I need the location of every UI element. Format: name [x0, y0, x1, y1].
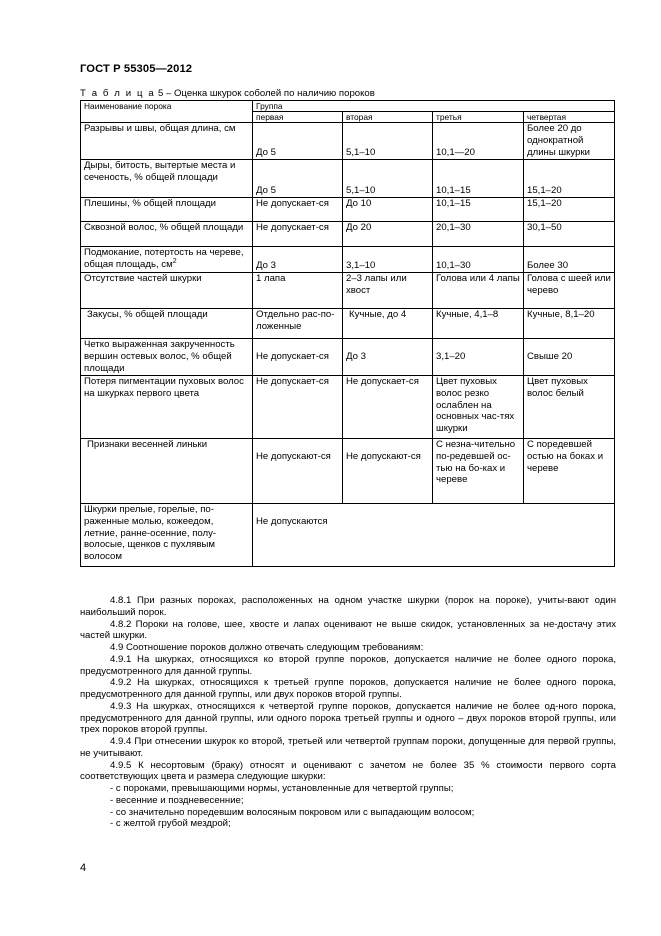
row-cell-group-3: 10,1–30 — [433, 247, 524, 273]
row-defect-name: Шкурки прелые, горелые, по-раженные молью, кожеедом, летние, ранне-осенние, полу-волосые, щенков с пухлявым волосом — [81, 504, 253, 567]
row-cell-group-2: До 20 — [343, 222, 433, 247]
row-cell-group-3: С незна-чительно по-редевшей ос-тью на бо-ках и черевe — [433, 439, 524, 504]
row-cell-group-3: 10,1–15 — [433, 198, 524, 222]
paragraph-4-9-1: 4.9.1 На шкурках, относящихся ко второй группе пороков, допускается наличие не более одного порока, предусмотренного для данной группы. — [80, 653, 616, 677]
row-cell-group-1: До 5 — [253, 123, 343, 160]
row-cell-group-3: Цвет пуховых волос резко ослаблен на основных час-тях шкурки — [433, 376, 524, 439]
row-cell-group-2: Не допускают-ся — [343, 439, 433, 504]
table-row — [81, 339, 615, 376]
row-defect-name: Закусы, % общей площади — [81, 309, 253, 339]
row-cell-group-4: 15,1–20 — [524, 198, 615, 222]
row-cell-group-4: 30,1–50 — [524, 222, 615, 247]
paragraph-4-9-5: 4.9.5 К несортовым (браку) относят и оценивают с зачетом не более 35 % стоимости первого сорта соответствующих цвета и размера следующие шкурки: — [80, 759, 616, 783]
header-group-2: вторая — [343, 112, 433, 123]
row-cell-group-2: Не допускает-ся — [343, 376, 433, 439]
row-cell-group-4: Голова с шеей или черево — [524, 273, 615, 309]
table-caption — [80, 88, 375, 99]
paragraph-4-8-2: 4.8.2 Пороки на голове, шее, хвосте и лапах оценивают не выше скидок, установленных за не-достачу этих частей шкурки. — [80, 618, 616, 642]
header-group-1: первая — [253, 112, 343, 123]
page-number: 4 — [80, 862, 87, 874]
row-cell-group-1: Не допускает-ся — [253, 222, 343, 247]
row-cell-group-4: Цвет пуховых волос белый — [524, 376, 615, 439]
row-cell-group-1: 1 лапа — [253, 273, 343, 309]
table-row — [81, 222, 615, 247]
row-cell-group-2: До 10 — [343, 198, 433, 222]
row-cell-group-4: Более 20 до однократной длины шкурки — [524, 123, 615, 160]
table-row — [81, 160, 615, 198]
row-defect-name: Дыры, битость, вытертые места и сеченость, % общей площади — [81, 160, 253, 198]
row-defect-name: Плешины, % общей площади — [81, 198, 253, 222]
row-defect-name: Признаки весенней линьки — [81, 439, 253, 504]
table-row — [81, 247, 615, 273]
row-cell-group-3: Голова или 4 лапы — [433, 273, 524, 309]
row-cell-group-2: 2–3 лапы или хвост — [343, 273, 433, 309]
header-group: Группа — [253, 101, 615, 112]
row-defect-name-text: Подмокание, потертость на черевe, общая площадь, см — [84, 247, 244, 270]
row-cell-group-3: 10,1—20 — [433, 123, 524, 160]
row-cell-group-2: 5,1–10 — [343, 160, 433, 198]
caption-text: – Оценка шкурок соболей по наличию пороков — [165, 88, 375, 99]
paragraph-4-9-3: 4.9.3 На шкурках, относящихся к четвертой группе пороков, допускается наличие не более од-ного порока, предусмотренного для данной группы, или одного порока третьей группы и одного – двух пороков второй группы, или трех пороков второй группы. — [80, 700, 616, 736]
unit-superscript: 2 — [172, 257, 177, 265]
table-row — [81, 123, 615, 160]
row-defect-name: Сквозной волос, % общей площади — [81, 222, 253, 247]
row-cell-group-2: До 3 — [343, 339, 433, 376]
table-row — [81, 439, 615, 504]
row-cell-group-4: Более 30 — [524, 247, 615, 273]
list-item: - со значительно поредевшим волосяным покровом или с выпадающим волосом; — [110, 806, 475, 818]
header-group-4: четвертая — [524, 112, 615, 123]
row-cell-group-3: 10,1–15 — [433, 160, 524, 198]
row-cell-group-1: Не допускает-ся — [253, 339, 343, 376]
list-item: - с желтой грубой мездрой; — [110, 818, 231, 830]
table-row — [81, 504, 615, 567]
row-cell-merged: Не допускаются — [253, 504, 615, 567]
row-defect-name: Разрывы и швы, общая длина, см — [81, 123, 253, 160]
paragraph-4-9-4: 4.9.4 При отнесении шкурок ко второй, третьей или четвертой группам пороки, допущенные для первой группы, не учитывают. — [80, 736, 616, 759]
row-cell-group-2: Кучные, до 4 — [343, 309, 433, 339]
table-row — [81, 309, 615, 339]
row-cell-group-4: С поредевшей остью на боках и черевe — [524, 439, 615, 504]
row-cell-group-1: Не допускает-ся — [253, 198, 343, 222]
paragraph-4-8-1: 4.8.1 При разных пороках, расположенных на одном участке шкурки (порок на пороке), учиты-вают один наибольший порок. — [80, 595, 616, 618]
list-item: - с пороками, превышающими нормы, установленные для четвертой группы; — [110, 783, 454, 794]
row-cell-group-1: Не допускает-ся — [253, 376, 343, 439]
defects-table — [80, 100, 615, 567]
paragraph-4-9: 4.9 Соотношение пороков должно отвечать следующим требованиям: — [110, 642, 424, 653]
table-row — [81, 376, 615, 439]
header-group-3: третья — [433, 112, 524, 123]
table-row — [81, 273, 615, 309]
row-cell-group-4: 15,1–20 — [524, 160, 615, 198]
row-cell-group-3: 20,1–30 — [433, 222, 524, 247]
row-cell-group-4: Кучные, 8,1–20 — [524, 309, 615, 339]
table-header-row — [81, 101, 615, 112]
header-defect-name: Наименование порока — [81, 101, 253, 123]
body-text — [80, 595, 616, 830]
row-cell-group-2: 5,1–10 — [343, 123, 433, 160]
row-cell-group-1: Отдельно рас-по-ложенные — [253, 309, 343, 339]
row-cell-group-4: Свыше 20 — [524, 339, 615, 376]
caption-number: 5 — [157, 88, 164, 99]
row-defect-name — [81, 247, 253, 273]
row-cell-group-1: До 3 — [253, 247, 343, 273]
row-cell-group-1: Не допускают-ся — [253, 439, 343, 504]
row-cell-group-1: До 5 — [253, 160, 343, 198]
table-row — [81, 198, 615, 222]
row-cell-group-3: 3,1–20 — [433, 339, 524, 376]
row-defect-name: Отсутствие частей шкурки — [81, 273, 253, 309]
document-code: ГОСТ Р 55305—2012 — [80, 63, 193, 75]
row-defect-name: Четко выраженная закрученность вершин остевых волос, % общей площади — [81, 339, 253, 376]
row-cell-group-2: 3,1–10 — [343, 247, 433, 273]
caption-label: Т а б л и ц а — [80, 88, 156, 99]
row-cell-group-3: Кучные, 4,1–8 — [433, 309, 524, 339]
list-item: - весенние и поздневесенние; — [110, 794, 244, 806]
row-defect-name: Потеря пигментации пуховых волос на шкурках первого цвета — [81, 376, 253, 439]
paragraph-4-9-2: 4.9.2 На шкурках, относящихся к третьей группе пороков, допускается наличие не более одного порока, предусмотренного для данной группы, или двух пороков второй группы. — [80, 677, 616, 700]
